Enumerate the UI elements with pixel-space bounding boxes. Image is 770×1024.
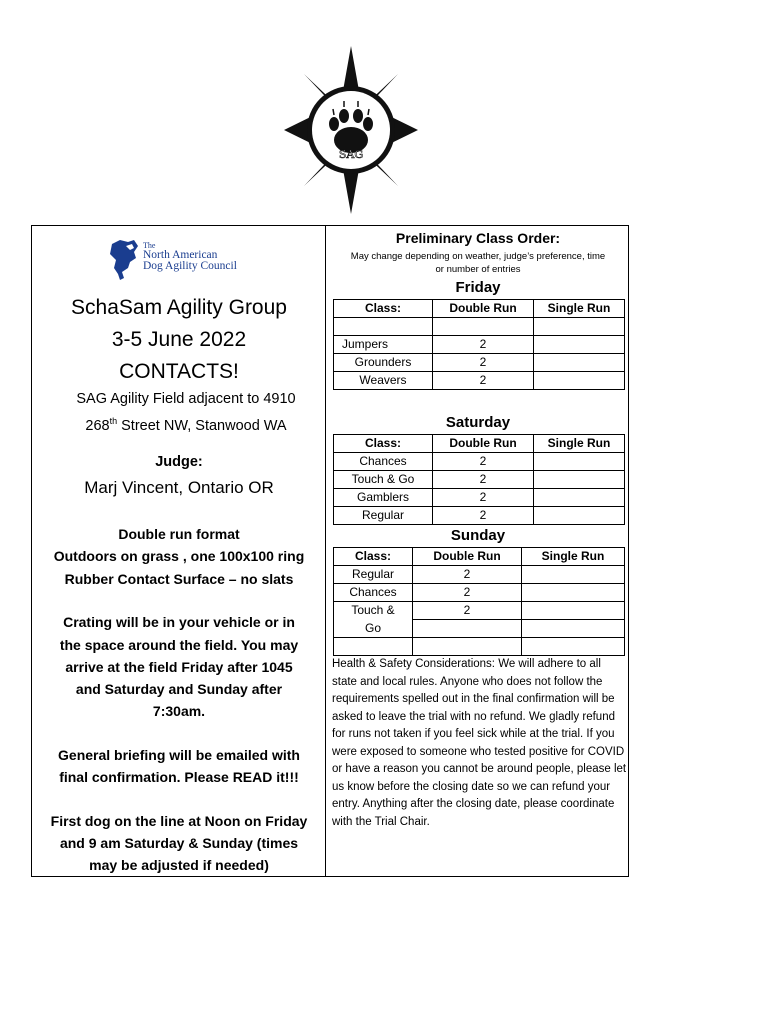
event-dates: 3-5 June 2022 <box>111 328 247 351</box>
format-line-1: Double run format <box>118 526 240 542</box>
saturday-col-double: Double Run <box>433 435 534 453</box>
table-row <box>334 638 625 656</box>
table-row <box>334 318 625 336</box>
address-line-2: 268th Street NW, Stanwood WA <box>85 416 287 434</box>
table-row: Chances 2 <box>334 453 625 471</box>
judge-name: Marj Vincent, Ontario OR <box>84 478 274 497</box>
nadac-line-1: The <box>143 241 156 250</box>
format-line-2: Outdoors on grass , one 100x100 ring <box>53 548 305 564</box>
sunday-table <box>333 547 625 656</box>
crating-line-2: the space around the field. You may <box>59 637 299 653</box>
class-order-note-1: May change depending on weather, judge’s preference, time <box>350 251 606 262</box>
saturday-table <box>333 434 625 525</box>
crating-line-4: and Saturday and Sunday after <box>75 681 283 697</box>
class-order-column <box>326 226 630 876</box>
table-row: Jumpers 2 <box>334 336 625 354</box>
first-dog-line-1: First dog on the line at Noon on Friday <box>50 813 308 829</box>
table-row: Regular 2 <box>334 566 625 584</box>
first-dog-line-2: and 9 am Saturday & Sunday (times <box>59 835 299 851</box>
contacts-column <box>32 226 326 876</box>
flyer-frame <box>31 225 629 877</box>
table-row: Regular 2 <box>334 507 625 525</box>
table-row: Go <box>334 620 625 638</box>
address-line-1: SAG Agility Field adjacent to 4910 <box>76 391 296 407</box>
nadac-line-2: North American <box>143 249 218 261</box>
crating-line-5: 7:30am. <box>152 703 206 719</box>
table-row: Touch & Go 2 <box>334 471 625 489</box>
friday-heading: Friday <box>455 279 501 296</box>
nadac-line-3: Dog Agility Council <box>143 260 237 272</box>
friday-table <box>333 299 625 390</box>
table-row: Chances 2 <box>334 584 625 602</box>
class-order-heading: Preliminary Class Order: <box>395 230 561 246</box>
briefing-line-1: General briefing will be emailed with <box>58 747 300 763</box>
saturday-col-class: Class: <box>334 435 433 453</box>
crating-line-3: arrive at the field Friday after 1045 <box>65 659 293 675</box>
table-row: Touch & 2 <box>334 602 625 620</box>
sunday-col-single: Single Run <box>522 548 625 566</box>
table-row: Grounders 2 <box>334 354 625 372</box>
north-america-map-icon <box>108 238 142 282</box>
first-dog-line-3: may be adjusted if needed) <box>89 857 269 873</box>
judge-label: Judge: <box>155 454 203 470</box>
sag-logo <box>282 44 420 216</box>
saturday-heading: Saturday <box>445 414 511 431</box>
friday-col-class: Class: <box>334 300 433 318</box>
table-row: Gamblers 2 <box>334 489 625 507</box>
sag-logo-text: SAG <box>338 148 364 161</box>
saturday-col-single: Single Run <box>534 435 625 453</box>
health-safety-text: Health & Safety Considerations: We will adhere to all state and local rules. Anyone who does not follow the requirements spelled out in the final confirmation will be asked to leave the trial with no refund. We gladly refund for runs not taken if you feel sick while at the trial. If you were exposed to someone who tested positive for COVID or have a reason you cannot be around people, please let us know before the closing date so we can refund your entry. Anything after the closing date, please coordinate with the Trial Chair. <box>332 658 627 828</box>
friday-col-single: Single Run <box>534 300 625 318</box>
class-order-note-2: or number of entries <box>435 264 521 275</box>
friday-col-double: Double Run <box>433 300 534 318</box>
nadac-logo <box>108 236 248 284</box>
sunday-col-class: Class: <box>334 548 413 566</box>
sunday-heading: Sunday <box>450 527 506 544</box>
crating-line-1: Crating will be in your vehicle or in <box>63 614 295 630</box>
contacts-heading: CONTACTS! <box>119 360 239 383</box>
sunday-col-double: Double Run <box>413 548 522 566</box>
table-row: Weavers 2 <box>334 372 625 390</box>
event-title: SchaSam Agility Group <box>71 296 287 319</box>
briefing-line-2: final confirmation. Please READ it!!! <box>59 769 299 785</box>
format-line-3: Rubber Contact Surface – no slats <box>64 571 294 587</box>
